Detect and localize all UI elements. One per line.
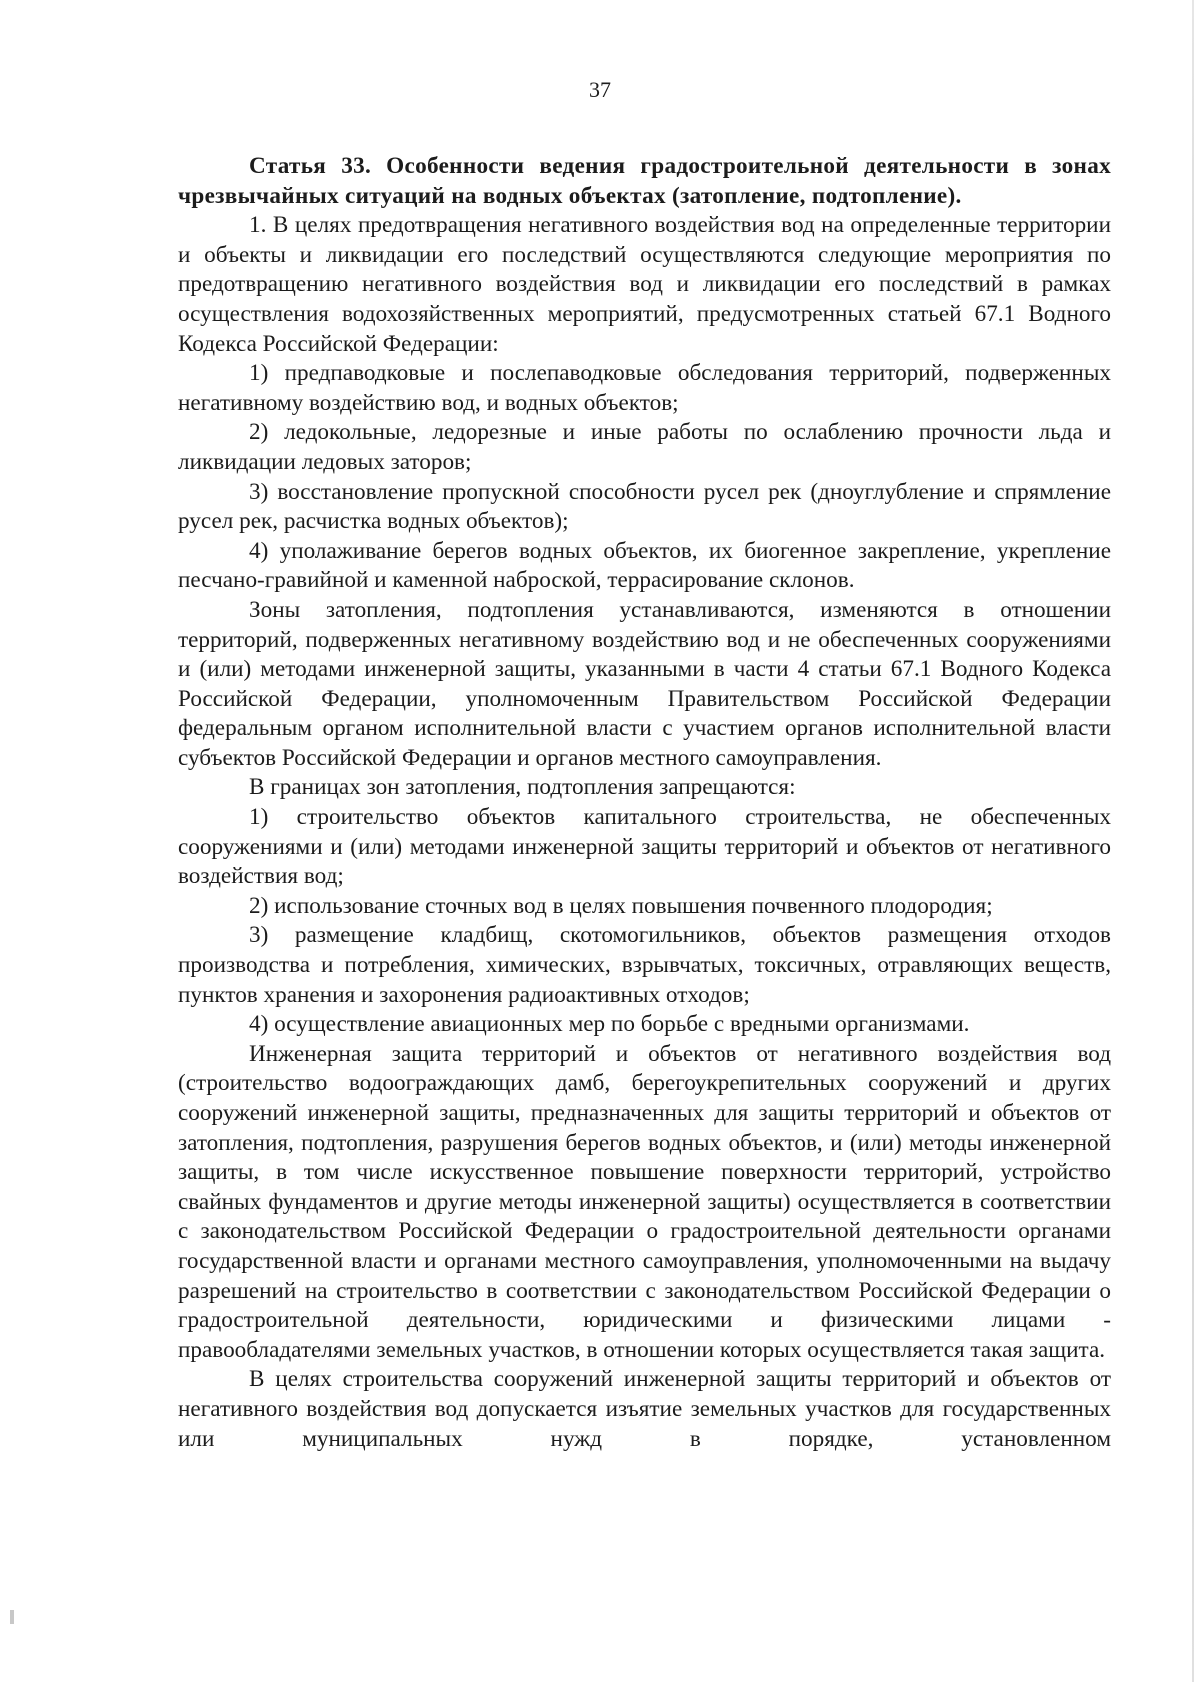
- paragraph: 1. В целях предотвращения негативного воздействия вод на определенные территории и объекты и ликвидации его последствий осуществляются следующие мероприятия по предотвращению негативного воздействия вод и ликвидации его последствий в рамках осуществления водохозяйственных мероприятий, предусмотренных статьей 67.1 Водного Кодекса Российской Федерации:: [178, 212, 1111, 357]
- paragraph: Зоны затопления, подтопления устанавливаются, изменяются в отношении территорий, подверженных негативному воздействию вод и не обеспеченных сооружениями и (или) методами инженерной защиты, указанными в части 4 статьи 67.1 Водного Кодекса Российской Федерации, уполномоченным Правительством Российской Федерации федеральным органом исполнительной власти с участием органов исполнительной власти субъектов Российской Федерации и органов местного самоуправления.: [178, 596, 1111, 771]
- article-heading: Статья 33. Особенности ведения градостроительной деятельности в зонах чрезвычайных ситуаций на водных объектах (затопление, подтопление).: [178, 153, 1111, 209]
- paragraph: 2) использование сточных вод в целях повышения почвенного плодородия;: [249, 892, 993, 919]
- paragraph: 4) осуществление авиационных мер по борьбе с вредными организмами.: [249, 1011, 970, 1038]
- paragraph: 1) строительство объектов капитального строительства, не обеспеченных сооружениями и (или) методами инженерной защиты территорий и объектов от негативного воздействия вод;: [178, 804, 1111, 890]
- paragraph: В целях строительства сооружений инженерной защиты территорий и объектов от негативного воздействия вод допускается изъятие земельных участков для государственных или муниципальных нужд в порядке, установленном: [178, 1366, 1111, 1452]
- scan-mark: [10, 1610, 14, 1624]
- paragraph: 1) предпаводковые и послепаводковые обследования территорий, подверженных негативному воздействию вод, и водных объектов;: [178, 360, 1111, 416]
- paragraph: Инженерная защита территорий и объектов от негативного воздействия вод (строительство водоограждающих дамб, берегоукрепительных сооружений и других сооружений инженерной защиты, предназначенных для защиты территорий и объектов от затопления, подтопления, разрушения берегов водных объектов, и (или) методы инженерной защиты, в том числе искусственное повышение поверхности территорий, устройство свайных фундаментов и другие методы инженерной защиты) осуществляется в соответствии с законодательством Российской Федерации о градостроительной деятельности органами государственной власти и органами местного самоуправления, уполномоченными на выдачу разрешений на строительство в соответствии с законодательством Российской Федерации о градостроительной деятельности, юридическими и физическими лицами - правообладателями земельных участков, в отношении которых осуществляется такая защита.: [178, 1040, 1111, 1363]
- paragraph: 3) размещение кладбищ, скотомогильников, объектов размещения отходов производства и потребления, химических, взрывчатых, токсичных, отравляющих веществ, пунктов хранения и захоронения радиоактивных отходов;: [178, 922, 1111, 1008]
- article-body: [178, 152, 1111, 1454]
- paragraph: 2) ледокольные, ледорезные и иные работы по ослаблению прочности льда и ликвидации ледовых заторов;: [178, 419, 1111, 475]
- page-number: 37: [589, 77, 611, 102]
- scan-edge: [1192, 0, 1194, 1682]
- paragraph: 3) восстановление пропускной способности русел рек (дноуглубление и спрямление русел рек, расчистка водных объектов);: [178, 478, 1111, 535]
- paragraph: 4) уполаживание берегов водных объектов, их биогенное закрепление, укрепление песчано-гравийной и каменной наброской, террасирование склонов.: [178, 537, 1111, 594]
- paragraph: В границах зон затопления, подтопления запрещаются:: [249, 774, 796, 801]
